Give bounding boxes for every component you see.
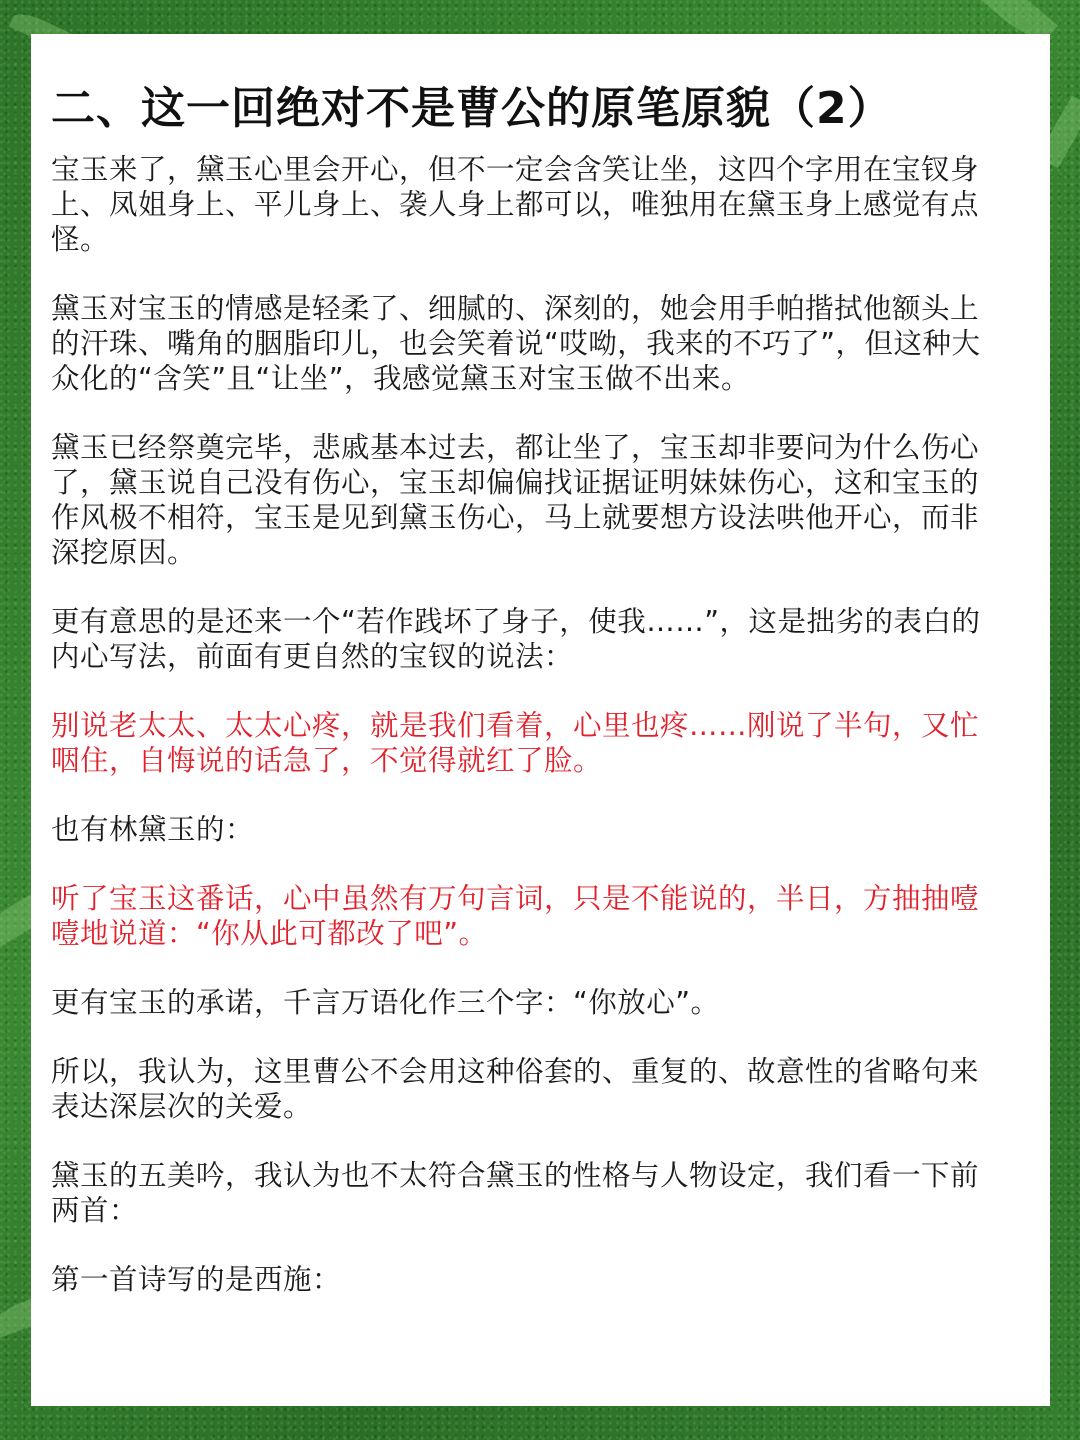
paragraph: 黛玉的五美吟，我认为也不太符合黛玉的性格与人物设定，我们看一下前两首： [51, 1159, 980, 1227]
paragraph: 黛玉对宝玉的情感是轻柔了、细腻的、深刻的，她会用手帕揩拭他额头上的汗珠、嘴角的胭脂印儿，也会笑着说“哎呦，我来的不巧了”，但这种大众化的“含笑”且“让坐”，我感觉黛玉对宝玉做不出来。 [51, 292, 981, 395]
paragraph: 黛玉已经祭奠完毕，悲戚基本过去，都让坐了，宝玉却非要问为什么伤心了，黛玉说自己没有伤心，宝玉却偏偏找证据证明妹妹伤心，这和宝玉的作风极不相符，宝玉是见到黛玉伤心，马上就要想方设法哄他开心，而非深挖原因。 [51, 431, 980, 569]
article-card [31, 34, 1050, 1406]
quoted-passage: 别说老太太、太太心疼，就是我们看着，心里也疼……刚说了半句，又忙咽住，自悔说的话急了，不觉得就红了脸。 [51, 709, 980, 777]
paragraph: 更有宝玉的承诺，千言万语化作三个字：“你放心”。 [51, 986, 720, 1019]
article-title: 二、这一回绝对不是曹公的原笔原貌（2） [51, 83, 893, 134]
paragraph: 宝玉来了，黛玉心里会开心，但不一定会含笑让坐，这四个字用在宝钗身上、凤姐身上、平儿身上、袭人身上都可以，唯独用在黛玉身上感觉有点怪。 [51, 153, 980, 256]
article-body [51, 152, 1001, 1331]
paragraph: 也有林黛玉的： [51, 813, 255, 846]
paragraph: 更有意思的是还来一个“若作践坏了身子，使我……”，这是拙劣的表白的内心写法，前面有更自然的宝钗的说法： [51, 605, 981, 673]
paragraph: 第一首诗写的是西施： [51, 1263, 342, 1296]
quoted-passage: 听了宝玉这番话，心中虽然有万句言词，只是不能说的，半日，方抽抽噎噎地说道：“你从此可都改了吧”。 [51, 882, 980, 950]
paragraph: 所以，我认为，这里曹公不会用这种俗套的、重复的、故意性的省略句来表达深层次的关爱。 [51, 1055, 980, 1123]
